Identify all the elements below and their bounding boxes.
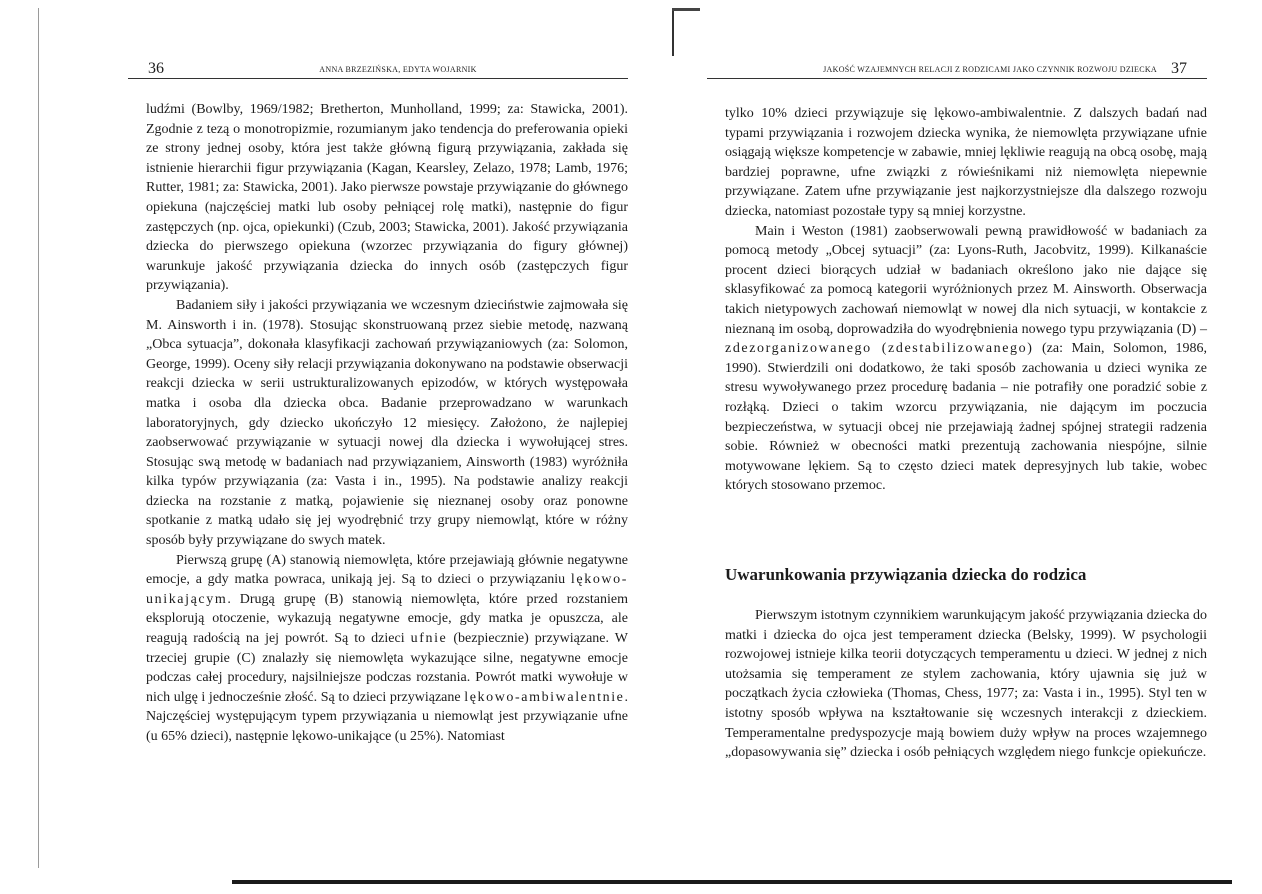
right-body-upper <box>725 104 1207 496</box>
p2-text-b: (za: Main, Solomon, 1986, 1990). Stwierdzili oni dodatkowo, że taki sposób zachowania u dzieci wynika ze stresu wywoływanego przez procedurę badania – nie potrafiły one poradzić sobie z rozłąką. Dzieci o takim wzorcu przywiązania, nie dającym im poczucia bezpieczeństwa, w sytuacji obcej nie przejawiają żadnej spójnej strategii radzenia sobie. Również w obecności matki prezentują zachowania niespójne, silnie motywowane lękiem. Są to często dzieci matek depresyjnych lub takie, wobec których stosowano przemoc. <box>725 341 1207 494</box>
right-running-title: JAKOŚĆ WZAJEMNYCH RELACJI Z RODZICAMI JAKO CZYNNIK ROZWOJU DZIECKA <box>823 65 1157 74</box>
section-heading: Uwarunkowania przywiązania dziecka do rodzica <box>725 565 1087 584</box>
left-head-rule <box>128 78 628 79</box>
left-running-head <box>128 60 628 80</box>
p2-text-a: Main i Weston (1981) zaobserwowali pewną prawidłowość w badaniach za pomocą metody „Obcej sytuacji” (za: Lyons-Ruth, Jacobvitz, 1999). Kilkanaście procent dzieci biorących udział w badaniach określono jako nie dające się sklasyfikować za pomocą kategorii wyróżnionych przez M. Ainsworth. Obserwacja takich nietypowych zachowań niemowląt w nowej dla nich sytuacji, w kontakcie z nieznaną im osobą, doprowadziła do wyodrębnienia nowego typu przywiązania (D) – <box>725 223 1207 337</box>
term-ufnie: ufnie <box>410 631 448 647</box>
right-paragraph-2 <box>725 222 1207 496</box>
scan-bottom-bar <box>232 880 1232 884</box>
scan-gutter-mark-top <box>672 8 700 11</box>
right-paragraph-1: tylko 10% dzieci przywiązuje się lękowo-ambiwalentnie. Z dalszych badań nad typami przywiązania i rozwojem dziecka wynika, że niemowlęta przywiązane ufnie osiągają większe kompetencje w zabawie, mniej lękliwie reagują na obcą osobę, mają bardziej poprawne, ufne związki z rówieśnikami niż niemowlęta niepewnie przywiązane. Zatem ufne przywiązanie jest najkorzystniejsze dla dalszego rozwoju dziecka, natomiast pozostałe typy są mniej korzystne. <box>725 106 1207 219</box>
left-running-title: ANNA BRZEZIŃSKA, EDYTA WOJARNIK <box>319 65 477 74</box>
scan-gutter-mark <box>672 10 674 56</box>
left-paragraph-3 <box>146 551 628 747</box>
p3-text-b: . Drugą grupę (B) stanowią niemowlęta, które przed rozstaniem eksplorują otoczenie, wykazują negatywne emocje, gdy matka je opuszcza, ale reagują radością na jej powrót. Są to dzieci <box>146 591 628 647</box>
p3-text-d: . Najczęściej występującym typem przywiązania u niemowląt jest przywiązanie ufne (u 65% dzieci), następnie lękowo-unikające (u 25%). Natomiast <box>146 689 628 744</box>
left-paragraph-2: Badaniem siły i jakości przywiązania we wczesnym dzieciństwie zajmowała się M. Ainsworth i in. (1978). Stosując skonstruowaną przez siebie metodę, nazwaną „Obca sytuacja”, dokonała klasyfikacji zachowań przywiązaniowych (za: Solomon, George, 1999). Oceny siły relacji przywiązania dokonywano na podstawie obserwacji reakcji dziecka w serii ustrukturalizowanych epizodów, w których występowała matka i osoba dla dziecka obca. Badanie przeprowadzano w warunkach laboratoryjnych, gdy dziecko ukończyło 12 miesięcy. Założono, że najlepiej zaobserwować przywiązanie w sytuacji nowej dla dziecka i wywołującej stres. Stosując swą metodę w badaniach nad przywiązaniem, Ainsworth (1983) wyróżniła kilka typów przywiązania (za: Vasta i in., 1995). Na podstawie analizy reakcji dziecka na rozstanie z matką, pojawienie się nieznanej osoby oraz ponowne spotkanie z matką udało się jej wyodrębnić trzy grupy niemowląt, które w różny sposób były przywiązane do swych matek. <box>146 297 628 549</box>
left-page-number: 36 <box>148 60 164 77</box>
term-zdezorganizowanego: zdezorganizowanego (zdestabilizowanego) <box>725 341 1034 357</box>
right-page-number: 37 <box>1171 60 1187 77</box>
term-lekowo-ambiwalentnie: lękowo-ambiwalentnie <box>464 689 625 705</box>
right-body-lower <box>725 606 1207 763</box>
p3-text-a: Pierwszą grupę (A) stanowią niemowlęta, które przejawiają głównie negatywne emocje, a gdy matka powraca, unikają jej. Są to dzieci o przywiązaniu <box>146 552 628 588</box>
right-paragraph-3: Pierwszym istotnym czynnikiem warunkującym jakość przywiązania dziecka do matki i dziecka do ojca jest temperament dziecka (Belsky, 1999). W psychologii rozwojowej istnieje kilka teorii dotyczących temperamentu u dzieci. W jednej z nich utożsamia się temperament ze stylem zachowania, który ujawnia się już w początkach życia człowieka (Thomas, Chess, 1977; za: Vasta i in., 1995). Styl ten w istotny sposób wpływa na kształtowanie się wczesnych interakcji z dzieckiem. Temperamentalne predyspozycje mają bowiem duży wpływ na proces wzajemnego „dopasowywania się” dziecka i osób pełniących względem niego funkcje opiekuńcze. <box>725 608 1207 761</box>
term-lekowo-unikajacym: lękowo-unikającym <box>146 572 628 607</box>
left-paragraph-1: ludźmi (Bowlby, 1969/1982; Bretherton, Munholland, 1999; za: Stawicka, 2001). Zgodnie z tezą o monotropizmie, rozumianym jako tendencja do preferowania opieki ze strony jednej osoby, która jest także główną figurą przywiązania, zakłada się istnienie hierarchii figur przywiązania (Kagan, Kearsley, Zelazo, 1978; Lamb, 1976; Rutter, 1981; za: Stawicka, 2001). Jako pierwsze powstaje przywiązanie do głównego opiekuna (najczęściej matki lub osoby pełniącej rolę matki), następnie do figur zastępczych (np. ojca, opiekunki) (Czub, 2003; Stawicka, 2001). Jakość przywiązania dziecka do pierwszego opiekuna (wzorzec przywiązania do figury głównej) warunkuje jakość przywiązania dziecka do innych osób (zastępczych figur przywiązania). <box>146 102 628 294</box>
scan-edge-left <box>38 8 39 868</box>
right-running-head <box>707 60 1207 80</box>
left-body <box>146 100 628 747</box>
right-head-rule <box>707 78 1207 79</box>
p3-text-c: (bezpiecznie) przywiązane. W trzeciej grupie (C) znalazły się niemowlęta wykazujące silne, negatywne emocje podczas całej procedury, najsilniejsze podczas rozstania. Powrót matki wywołuje w nich ulgę i jednocześnie złość. Są to dzieci przywiązane <box>146 631 628 705</box>
